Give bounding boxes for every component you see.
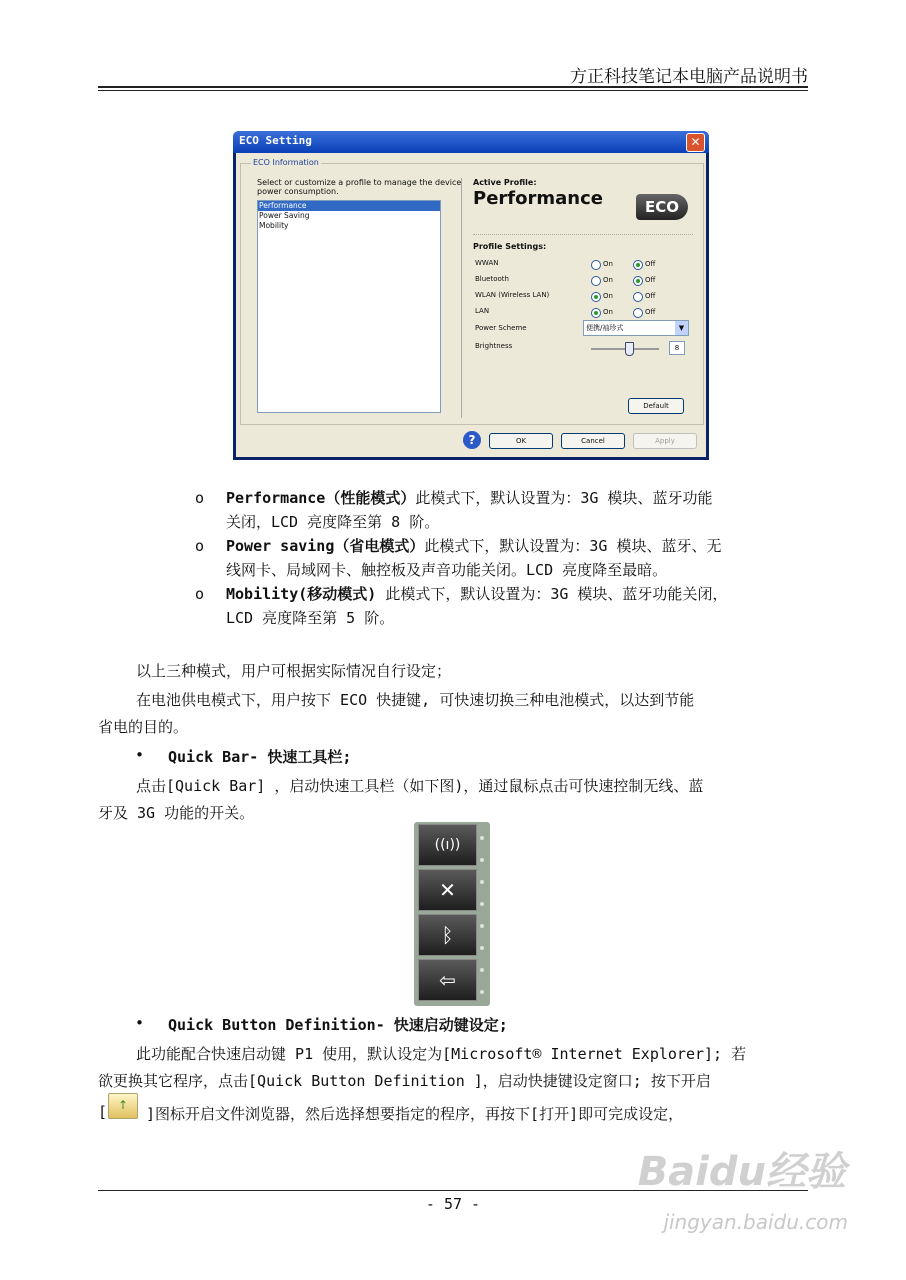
bluetooth-on-label: On [603,276,613,284]
indicator-dot [480,924,484,928]
help-icon[interactable]: ? [463,431,481,449]
wwan-off-radio[interactable] [633,260,643,270]
mode-desc: 此模式下，默认设置为：3G 模块、蓝牙、无 [424,537,722,555]
bluetooth-icon[interactable]: ᛒ [418,914,477,956]
divider [461,178,462,418]
lan-off-radio[interactable] [633,308,643,318]
wireless-off-icon[interactable]: ✕ [418,869,477,911]
wlan-on-radio[interactable] [591,292,601,302]
watermark-url: jingyan.baidu.com [663,1210,848,1234]
active-profile-label: Active Profile: [473,178,537,187]
chevron-down-icon[interactable]: ▼ [675,321,688,335]
instruction-line1: Select or customize a profile to manage the device [257,178,462,187]
mode-marker: o [195,585,205,603]
wlan-on-label: On [603,292,613,300]
eco-setting-window [233,131,709,460]
ok-button[interactable]: OK [489,433,553,449]
mode-desc: 此模式下，默认设置为：3G 模块、蓝牙功能 [415,489,713,507]
mode-desc: 此模式下，默认设置为：3G 模块、蓝牙功能关闭， [376,585,728,603]
paragraph-cont: 牙及 3G 功能的开关。 [98,804,255,822]
paragraph: 以上三种模式，用户可根据实际情况自行设定； [136,662,452,680]
profile-list[interactable] [257,200,441,413]
paragraph: 此功能配合快速启动键 P1 使用，默认设定为[Microsoft® Internet Explorer]; 若 [136,1045,747,1063]
wwan-on-radio[interactable] [591,260,601,270]
indicator-dot [480,946,484,950]
qbd-heading: Quick Button Definition- 快速启动键设定; [168,1016,508,1034]
apply-button[interactable]: Apply [633,433,697,449]
mode-mobility [226,582,806,630]
profile-item-power-saving[interactable]: Power Saving [259,211,310,220]
header-rule [98,86,808,88]
indicator-dot [480,836,484,840]
window-client [236,153,706,457]
quickbar-heading: Quick Bar- 快速工具栏; [168,748,352,766]
bullet-marker: • [135,1014,145,1032]
default-button[interactable]: Default [628,398,684,414]
indicator-dot [480,880,484,884]
lan-on-radio[interactable] [591,308,601,318]
lan-off-label: Off [645,308,656,316]
bluetooth-off-radio[interactable] [633,276,643,286]
mode-desc-cont: 线网卡、局域网卡、触控板及声音功能关闭。LCD 亮度降至最暗。 [226,561,668,579]
mode-marker: o [195,537,205,555]
profile-item-performance[interactable]: Performance [258,201,440,211]
mode-name: Mobility(移动模式) [226,585,377,603]
bracket-open: [ [98,1103,108,1121]
close-button[interactable]: ✕ [686,133,705,152]
mode-name: Power saving（省电模式） [226,537,425,555]
mode-desc-cont: 关闭，LCD 亮度降至第 8 阶。 [226,513,440,531]
setting-bluetooth-label: Bluetooth [475,275,509,283]
header-title: 方正科技笔记本电脑产品说明书 [570,67,808,87]
mode-desc-cont: LCD 亮度降至第 5 阶。 [226,609,395,627]
paragraph-cont: ]图标开启文件浏览器，然后选择想要指定的程序，再按下[打开]即可完成设定， [146,1105,684,1123]
paragraph-cont: 省电的目的。 [98,718,189,736]
active-profile-name: Performance [473,188,603,209]
power-scheme-label: Power Scheme [475,324,527,332]
paragraph: 在电池供电模式下，用户按下 ECO 快捷键, 可快速切换三种电池模式，以达到节能 [136,691,695,709]
brightness-label: Brightness [475,342,513,350]
cancel-button[interactable]: Cancel [561,433,625,449]
brightness-slider-thumb[interactable] [625,342,634,356]
mode-power-saving [226,534,806,582]
header-rule-thin [98,90,808,91]
wlan-off-label: Off [645,292,656,300]
wireless-icon[interactable]: ((ı)) [418,824,477,866]
separator [473,234,693,235]
wlan-off-radio[interactable] [633,292,643,302]
setting-wlan-label: WLAN (Wireless LAN) [475,291,550,299]
watermark-logo: Baidu经验 [637,1149,846,1195]
wwan-on-label: On [603,260,613,268]
indicator-dot [480,990,484,994]
exit-icon[interactable]: ⇦ [418,959,477,1001]
bluetooth-off-label: Off [645,276,656,284]
indicator-dot [480,902,484,906]
folder-open-icon: ↑ [108,1093,138,1119]
setting-lan-label: LAN [475,307,490,315]
bullet-marker: • [135,746,145,764]
indicator-dot [480,968,484,972]
profile-settings-label: Profile Settings: [473,242,547,251]
lan-on-label: On [603,308,613,316]
wwan-off-label: Off [645,260,656,268]
eco-info-group [240,158,704,425]
quick-bar [414,822,490,1006]
group-label: ECO Information [253,158,319,167]
power-scheme-value: 便携/袖珍式 [586,324,624,332]
paragraph: 点击[Quick Bar] ，启动快速工具栏（如下图)，通过鼠标点击可快速控制无线、蓝 [136,777,704,795]
bluetooth-on-radio[interactable] [591,276,601,286]
eco-badge: ECO [636,194,688,220]
indicator-dot [480,858,484,862]
mode-performance [226,486,806,534]
mode-name: Performance（性能模式） [226,489,416,507]
instruction-line2: power consumption. [257,187,339,196]
page-number: - 57 - [425,1195,481,1213]
profile-item-mobility[interactable]: Mobility [259,221,289,230]
brightness-value: 8 [669,341,685,355]
power-scheme-select[interactable] [583,320,689,336]
title-bar [233,131,709,153]
paragraph-cont: 欲更换其它程序，点击[Quick Button Definition ]，启动快捷键设定窗口; 按下开启 [98,1072,711,1090]
mode-marker: o [195,489,205,507]
setting-wwan-label: WWAN [475,259,499,267]
window-title: ECO Setting [239,134,312,147]
